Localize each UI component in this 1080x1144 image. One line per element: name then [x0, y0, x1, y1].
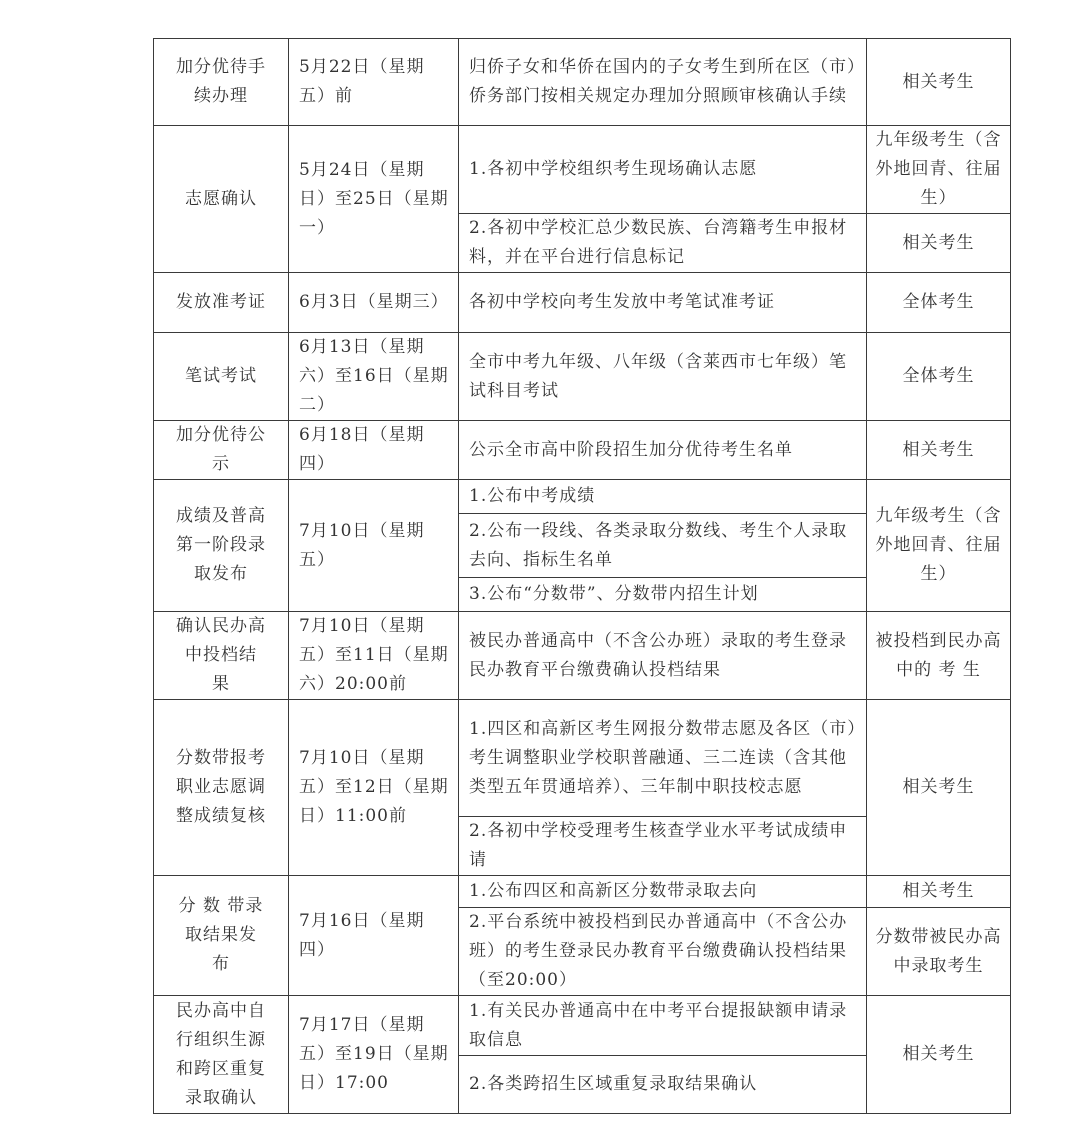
item-cell: 确认民办高中投档结 果	[154, 612, 289, 700]
target-cell: 分数带被民办高中录取考生	[867, 908, 1011, 996]
task-cell: 2.公布一段线、各类录取分数线、考生个人录取去向、指标生名单	[459, 514, 867, 578]
target-cell: 相关考生	[867, 421, 1011, 480]
time-cell: 5月24日（星期日）至25日（星期一）	[289, 126, 459, 273]
item-cell: 笔试考试	[154, 333, 289, 421]
target-cell: 被投档到民办高中的 考 生	[867, 612, 1011, 700]
task-cell: 全市中考九年级、八年级（含莱西市七年级）笔试科目考试	[459, 333, 867, 421]
item-cell: 分 数 带录取结果发 布	[154, 876, 289, 996]
time-cell: 5月22日（星期五）前	[289, 39, 459, 126]
table-row	[154, 700, 1011, 817]
target-cell: 相关考生	[867, 214, 1011, 273]
task-cell: 各初中学校向考生发放中考笔试准考证	[459, 273, 867, 333]
time-cell: 6月18日（星期四）	[289, 421, 459, 480]
table-row	[154, 273, 1011, 333]
target-cell: 全体考生	[867, 273, 1011, 333]
table-row	[154, 996, 1011, 1056]
item-cell: 民办高中自行组织生源和跨区重复录取确认	[154, 996, 289, 1114]
table-row	[154, 876, 1011, 908]
task-cell: 1.有关民办普通高中在中考平台提报缺额申请录取信息	[459, 996, 867, 1056]
target-cell: 九年级考生（含外地回青、往届生）	[867, 480, 1011, 612]
item-cell: 成绩及普高第一阶段录取发布	[154, 480, 289, 612]
task-cell: 2.各类跨招生区域重复录取结果确认	[459, 1056, 867, 1114]
task-cell: 被民办普通高中（不含公办班）录取的考生登录民办教育平台缴费确认投档结果	[459, 612, 867, 700]
admission-schedule-table	[153, 38, 1011, 1114]
time-cell: 6月3日（星期三）	[289, 273, 459, 333]
task-cell: 归侨子女和华侨在国内的子女考生到所在区（市）侨务部门按相关规定办理加分照顾审核确认手续	[459, 39, 867, 126]
time-cell: 7月17日（星期五）至19日（星期日）17:00	[289, 996, 459, 1114]
time-cell: 6月13日（星期六）至16日（星期二）	[289, 333, 459, 421]
table-row	[154, 126, 1011, 214]
target-cell: 全体考生	[867, 333, 1011, 421]
task-cell: 1.公布四区和高新区分数带录取去向	[459, 876, 867, 908]
table-row	[154, 480, 1011, 514]
task-cell: 2.各初中学校汇总少数民族、台湾籍考生申报材料，并在平台进行信息标记	[459, 214, 867, 273]
time-cell: 7月10日（星期五）至12日（星期日）11:00前	[289, 700, 459, 876]
target-cell: 相关考生	[867, 39, 1011, 126]
time-cell: 7月10日（星期五）至11日（星期六）20:00前	[289, 612, 459, 700]
table-row	[154, 612, 1011, 700]
target-cell: 相关考生	[867, 876, 1011, 908]
task-cell: 公示全市高中阶段招生加分优待考生名单	[459, 421, 867, 480]
table-row	[154, 333, 1011, 421]
task-cell: 2.各初中学校受理考生核查学业水平考试成绩申请	[459, 817, 867, 876]
item-cell: 分数带报考职业志愿调整成绩复核	[154, 700, 289, 876]
target-cell: 相关考生	[867, 700, 1011, 876]
table-row	[154, 39, 1011, 126]
item-cell: 发放准考证	[154, 273, 289, 333]
table-row	[154, 421, 1011, 480]
item-cell: 志愿确认	[154, 126, 289, 273]
task-cell: 3.公布“分数带”、分数带内招生计划	[459, 578, 867, 612]
time-cell: 7月10日（星期五）	[289, 480, 459, 612]
target-cell: 相关考生	[867, 996, 1011, 1114]
task-cell: 1.各初中学校组织考生现场确认志愿	[459, 126, 867, 214]
item-cell: 加分优待公 示	[154, 421, 289, 480]
task-cell: 1.四区和高新区考生网报分数带志愿及各区（市）考生调整职业学校职普融通、三二连读（含其他类型五年贯通培养）、三年制中职技校志愿	[459, 700, 867, 817]
task-cell: 1.公布中考成绩	[459, 480, 867, 514]
target-cell: 九年级考生（含外地回青、往届生）	[867, 126, 1011, 214]
item-cell: 加分优待手续办理	[154, 39, 289, 126]
time-cell: 7月16日（星期四）	[289, 876, 459, 996]
task-cell: 2.平台系统中被投档到民办普通高中（不含公办班）的考生登录民办教育平台缴费确认投档结果（至20:00）	[459, 908, 867, 996]
